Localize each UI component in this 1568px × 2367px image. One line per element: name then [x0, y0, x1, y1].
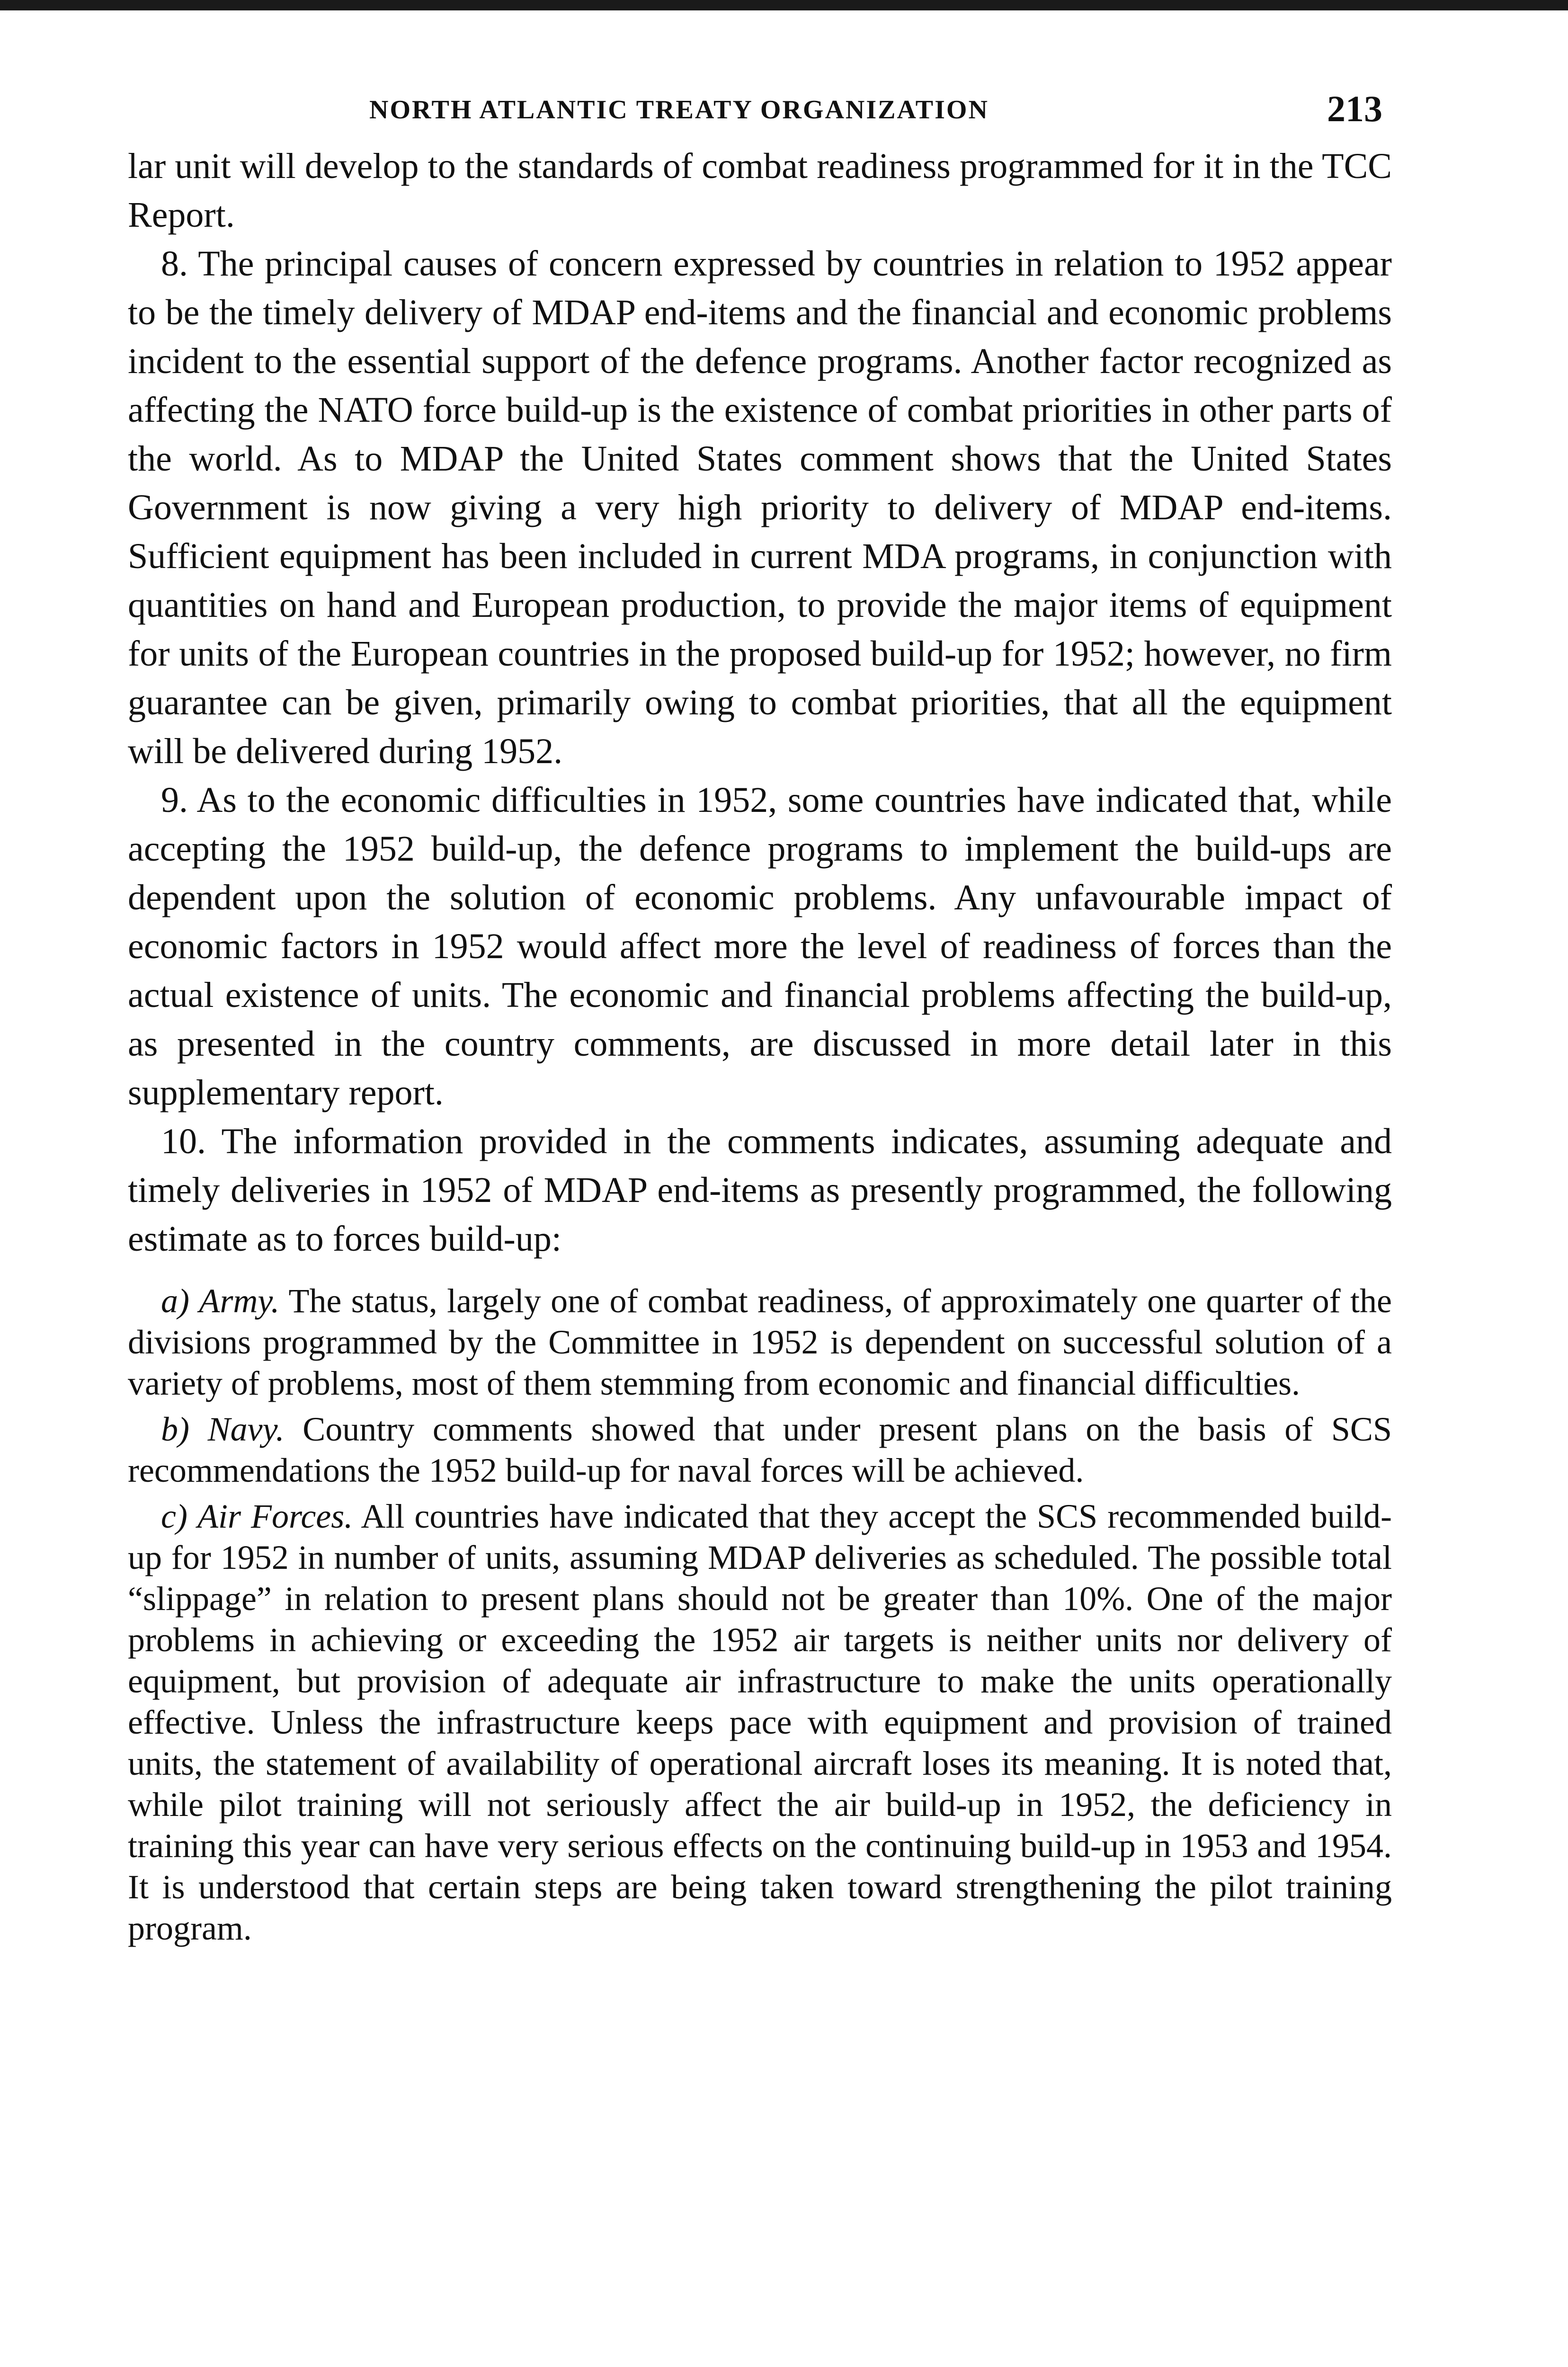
paragraph-9: 9. As to the economic difficulties in 1952, some countries have indicated that, while accepting the 1952 build-up, the defence programs to implement the build-ups are dependent upon the solution of economic problems. Any unfavourable impact of economic factors in 1952 would affect more the level of readiness of forces than the actual existence of units. The economic and financial problems affecting the build-up, as presented in the country comments, are discussed in more detail later in this supplementary report. — [128, 780, 1392, 1112]
estimate-air-forces-text: All countries have indicated that they accept the SCS recommended build-up for 1952 in number of units, assuming MDAP deliveries as scheduled. The possible total “slippage” in relation to present plans should not be greater than 10%. One of the major problems in achieving or exceeding the 1952 air targets is neither units nor delivery of equipment, but provision of adequate air infrastructure to make the units operationally effective. Unless the infrastructure keeps pace with equipment and provision of trained units, the statement of availability of operational aircraft loses its meaning. It is noted that, while pilot training will not seriously affect the air build-up in 1952, the deficiency in training this year can have very serious effects on the continuing build-up in 1953 and 1954. It is understood that certain steps are being taken toward strengthening the pilot training program. — [128, 1497, 1392, 1947]
estimate-navy-text: Country comments showed that under present plans on the basis of SCS recommendations the 1952 build-up for naval forces will be achieved. — [128, 1410, 1392, 1489]
estimate-army-marker: a) — [161, 1282, 189, 1320]
page-number: 213 — [1327, 88, 1382, 129]
estimate-army-text: The status, largely one of combat readiness, of approximately one quarter of the divisions programmed by the Committee in 1952 is dependent on successful solution of a variety of problems, most of them stemming from economic and financial difficulties. — [128, 1282, 1392, 1402]
estimate-navy — [128, 1409, 1392, 1491]
estimate-army-heading: Army. — [199, 1282, 280, 1320]
body-text — [128, 142, 1392, 1264]
running-title: NORTH ATLANTIC TREATY ORGANIZATION — [369, 95, 989, 125]
paragraph-8: 8. The principal causes of concern expressed by countries in relation to 1952 appear to be the timely delivery of MDAP end-items and the financial and economic problems incident to the essential support of the defence programs. Another factor recognized as affecting the NATO force build-up is the existence of combat priorities in other parts of the world. As to MDAP the United States comment shows that the United States Government is now giving a very high priority to delivery of MDAP end-items. Sufficient equipment has been included in current MDA programs, in conjunction with quantities on hand and European production, to provide the major items of equipment for units of the European countries in the proposed build-up for 1952; however, no firm guarantee can be given, primarily owing to combat priorities, that all the equipment will be delivered during 1952. — [128, 244, 1392, 771]
estimate-air-forces-marker: c) — [161, 1497, 187, 1535]
estimate-navy-heading: Navy. — [207, 1410, 285, 1448]
paragraph-10: 10. The information provided in the comments indicates, assuming adequate and timely deliveries in 1952 of MDAP end-items as presently programmed, the following estimate as to forces build-up: — [128, 1121, 1392, 1259]
continuation-paragraph: lar unit will develop to the standards of combat readiness programmed for it in the TCC Report. — [128, 146, 1392, 235]
estimate-air-forces-heading: Air Forces. — [197, 1497, 353, 1535]
estimate-navy-marker: b) — [161, 1410, 189, 1448]
estimate-air-forces — [128, 1496, 1392, 1949]
estimate-army — [128, 1281, 1392, 1404]
top-edge-rule — [0, 0, 1568, 10]
document-page — [128, 85, 1392, 1949]
force-estimates — [128, 1281, 1392, 1949]
running-head — [128, 85, 1392, 142]
